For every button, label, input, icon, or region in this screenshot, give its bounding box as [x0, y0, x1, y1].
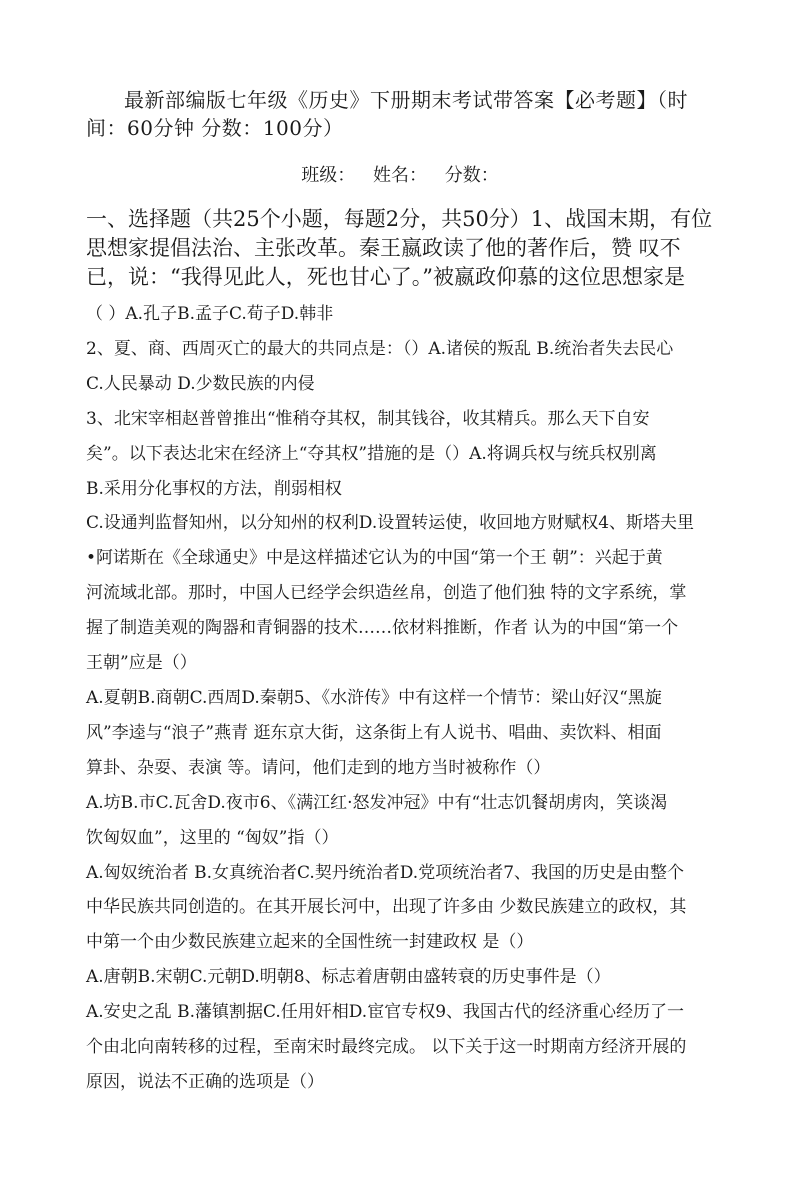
text-line: 原因，说法不正确的选项是（）: [86, 1071, 324, 1092]
text-line: 中华民族共同创造的。在其开展长河中，出现了许多由 少数民族建立的政权，其: [86, 897, 687, 918]
text-line: A.唐朝B.宋朝C.元朝D.明朝8、标志着唐朝由盛转衰的历史事件是（）: [86, 967, 611, 988]
text-line: B.采用分化事权的方法，削弱相权: [86, 478, 342, 499]
exam-title: 最新部编版七年级《历史》下册期末考试带答案【必考题】（时间：60分钟 分数：100分）: [86, 88, 688, 140]
text-line: 2、夏、商、西周灭亡的最大的共同点是：（）A.诸侯的叛乱 B.统治者失去民心: [86, 338, 674, 359]
score-label: 分数：: [444, 165, 499, 186]
text-line: 饮匈奴血”，这里的 “匈奴”指（）: [86, 827, 339, 848]
text-line: C.设通判监督知州，以分知州的权利D.设置转运使，收回地方财赋权4、斯塔夫里: [86, 513, 695, 534]
student-info-line: [0, 163, 800, 189]
text-line: A.匈奴统治者 B.女真统治者C.契丹统治者D.党项统治者7、我国的历史是由整个: [86, 862, 685, 883]
text-line: A.坊B.市C.瓦舍D.夜市6、《满江红·怒发冲冠》中有“壮志饥餐胡虏肉，笑谈渴: [86, 792, 668, 813]
text-line: 握了制造美观的陶器和青铜器的技术……依材料推断，作者 认为的中国“第一个: [86, 618, 679, 639]
text-line: 王朝”应是（）: [86, 653, 197, 674]
class-label: 班级：: [301, 165, 356, 186]
text-line: A.安史之乱 B.藩镇割据C.任用奸相D.宦官专权9、我国古代的经济重心经历了一: [86, 1002, 685, 1023]
text-line: 算卦、杂耍、表演 等。请问，他们走到的地方当时被称作（）: [86, 757, 551, 778]
text-line: 河流域北部。那时，中国人已经学会织造丝帛，创造了他们独 特的文字系统，掌: [86, 583, 687, 604]
text-line: A.夏朝B.商朝C.西周D.秦朝5、《水浒传》中有这样一个情节：梁山好汉“黑旋: [86, 687, 662, 708]
text-line: 个由北向南转移的过程，至南宋时最终完成。 以下关于这一时期南方经济开展的: [86, 1037, 687, 1058]
name-label: 姓名：: [373, 165, 427, 186]
section-heading-question-1: 一、选择题（共25个小题，每题2分，共50分）1、战国末期，有位思想家提倡法治、主张改革。秦王嬴政读了他的著作后，赞 叹不已，说：“我得见此人，死也甘心了。”被嬴政仰慕的这位思想家是: [86, 207, 713, 289]
question-body: [86, 297, 720, 1100]
text-line: 3、北宋宰相赵普曾推出“惟稍夺其权，制其钱谷，收其精兵。那么天下自安: [86, 408, 650, 429]
text-line: •阿诺斯在《全球通史》中是这样描述它认为的中国“第一个王 朝”：兴起于黄: [86, 548, 663, 569]
text-line: 风”李逵与“浪子”燕青 逛东京大街，这条街上有人说书、唱曲、卖饮料、相面: [86, 722, 662, 743]
text-line: 矣”。以下表达北宋在经济上“夺其权”措施的是（）A.将调兵权与统兵权别离: [86, 443, 657, 464]
text-line: 中第一个由少数民族建立起来的全国性统一封建政权 是（）: [86, 932, 534, 953]
text-line: （ ）A.孔子B.孟子C.荀子D.韩非: [86, 304, 334, 324]
text-line: C.人民暴动 D.少数民族的内侵: [86, 373, 315, 394]
